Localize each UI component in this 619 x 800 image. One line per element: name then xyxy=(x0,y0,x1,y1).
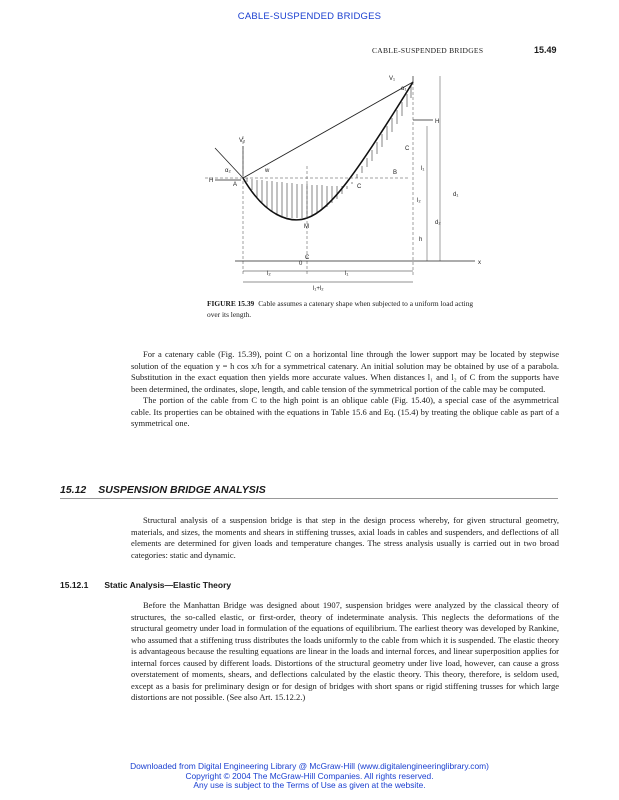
subsection-number: 15.12.1 xyxy=(60,580,89,590)
cable-curve xyxy=(243,82,413,220)
label-V1: V₁ xyxy=(389,76,396,82)
label-V2: V₂ xyxy=(239,138,246,144)
subsection-title: Static Analysis—Elastic Theory xyxy=(104,580,232,590)
section-number: 15.12 xyxy=(60,484,87,496)
footer-line-3: Any use is subject to the Terms of Use as given at the website. xyxy=(193,780,426,791)
label-l1: l₁ xyxy=(421,166,425,172)
footer xyxy=(0,762,619,791)
label-l2h: l₂ xyxy=(267,271,271,277)
label-O: 0 xyxy=(299,261,303,267)
label-C-low: C xyxy=(305,255,310,261)
label-alpha2: α₂ xyxy=(225,168,231,174)
section-title: SUSPENSION BRIDGE ANALYSIS xyxy=(98,484,266,496)
label-x: x xyxy=(478,260,481,266)
paragraph-2: The portion of the cable from C to the high point is an oblique cable (Fig. 15.40), a special case of the asymmetrical cable. Its properties can be obtained with the equations in Table 15.6 and Eq. (15.4) by treating the oblique cable as part of a symmetrical one. xyxy=(131,395,559,428)
page-number: 15.49 xyxy=(534,45,557,55)
figure-catenary-cable xyxy=(195,66,495,291)
chord-line xyxy=(243,82,413,178)
label-l1h: l₁ xyxy=(345,271,349,277)
footer-line-2: Copyright © 2004 The McGraw-Hill Companies. All rights reserved. xyxy=(185,770,434,781)
label-H2: H xyxy=(209,178,214,184)
label-alpha1: α₁ xyxy=(401,86,407,92)
paragraph-1: For a catenary cable (Fig. 15.39), point C on a horizontal line through the lower support may be located by stepwise solution of the equation y = h cos x/h for a symmetrical catenary. An initial solution may be obtained by use of a parabola. Substitution in the exact equation then yields more accurate values. When distances l₁ and l₂ of C from the supports have been determined, the ordinates, slope, length, and cable tension of the symmetrical portion of the cable may be computed. xyxy=(131,349,559,394)
figure-caption xyxy=(207,298,487,320)
label-h: h xyxy=(419,237,423,243)
paragraph-catenary xyxy=(131,349,559,430)
load-hatching xyxy=(247,86,411,218)
label-M: M xyxy=(304,224,309,230)
label-B: B xyxy=(393,170,398,176)
label-l2v: l₂ xyxy=(417,198,421,204)
caption-label: FIGURE 15.39 xyxy=(207,299,255,308)
paragraph-4: Before the Manhattan Bridge was designed about 1907, suspension bridges were analyzed by the classical theory of structures, the so-called elastic, or first-order, theory of indeterminate analysis. This neglects the deformations of the structural geometry under load in formulation of the equations of equilibrium. The earliest theory was developed by Rankine, who assumed that a stiffening truss distributes the loads uniformly to the cable from which it is suspended. The elastic theory is advantageous because the resulting equations are linear in the loads and internal forces, and linear superposition applies for internal forces caused by different loads. Distortions of the structural geometry under live load, however, can cause a gross overstatement of moments, shears, and deflections calculated by the elastic theory. This theory, therefore, is seldom used, except as a basis for preliminary design or for design of bridges with short spans or rigid stiffening trusses for which large distortions are not possible. (See also Art. 15.12.2.) xyxy=(131,600,559,702)
label-H1: H xyxy=(435,119,440,125)
label-w: w xyxy=(265,168,270,174)
footer-line-1[interactable]: Downloaded from Digital Engineering Library @ McGraw-Hill (www.digitalengineeringlibrary.com) xyxy=(130,761,489,771)
running-head-title: CABLE-SUSPENDED BRIDGES xyxy=(372,46,484,55)
paragraph-structural-analysis xyxy=(131,515,559,561)
label-C-mid: C xyxy=(357,184,362,190)
label-d2: d₂ xyxy=(435,220,441,226)
top-banner: CABLE-SUSPENDED BRIDGES xyxy=(237,11,382,22)
label-d1: d₁ xyxy=(453,192,459,198)
paragraph-3: Structural analysis of a suspension bridge is that step in the design process whereby, for given structural geometry, materials, and sizes, the moments and shears in stiffening trusses, axial loads in cables and suspenders, and deflections of all elements are determined for given loads and temperature changes. The stress analysis usually is carried out in two broad categories: static and dynamic. xyxy=(131,515,559,560)
subsection-heading xyxy=(60,580,231,590)
caption-text: Cable assumes a catenary shape when subjected to a uniform load acting over its length. xyxy=(207,299,474,319)
label-A: A xyxy=(233,182,238,188)
section-heading xyxy=(60,484,266,496)
label-span: l₁+l₂ xyxy=(313,286,324,291)
label-C-top: C xyxy=(405,146,410,152)
section-rule xyxy=(60,498,558,499)
paragraph-elastic-theory xyxy=(131,600,559,704)
